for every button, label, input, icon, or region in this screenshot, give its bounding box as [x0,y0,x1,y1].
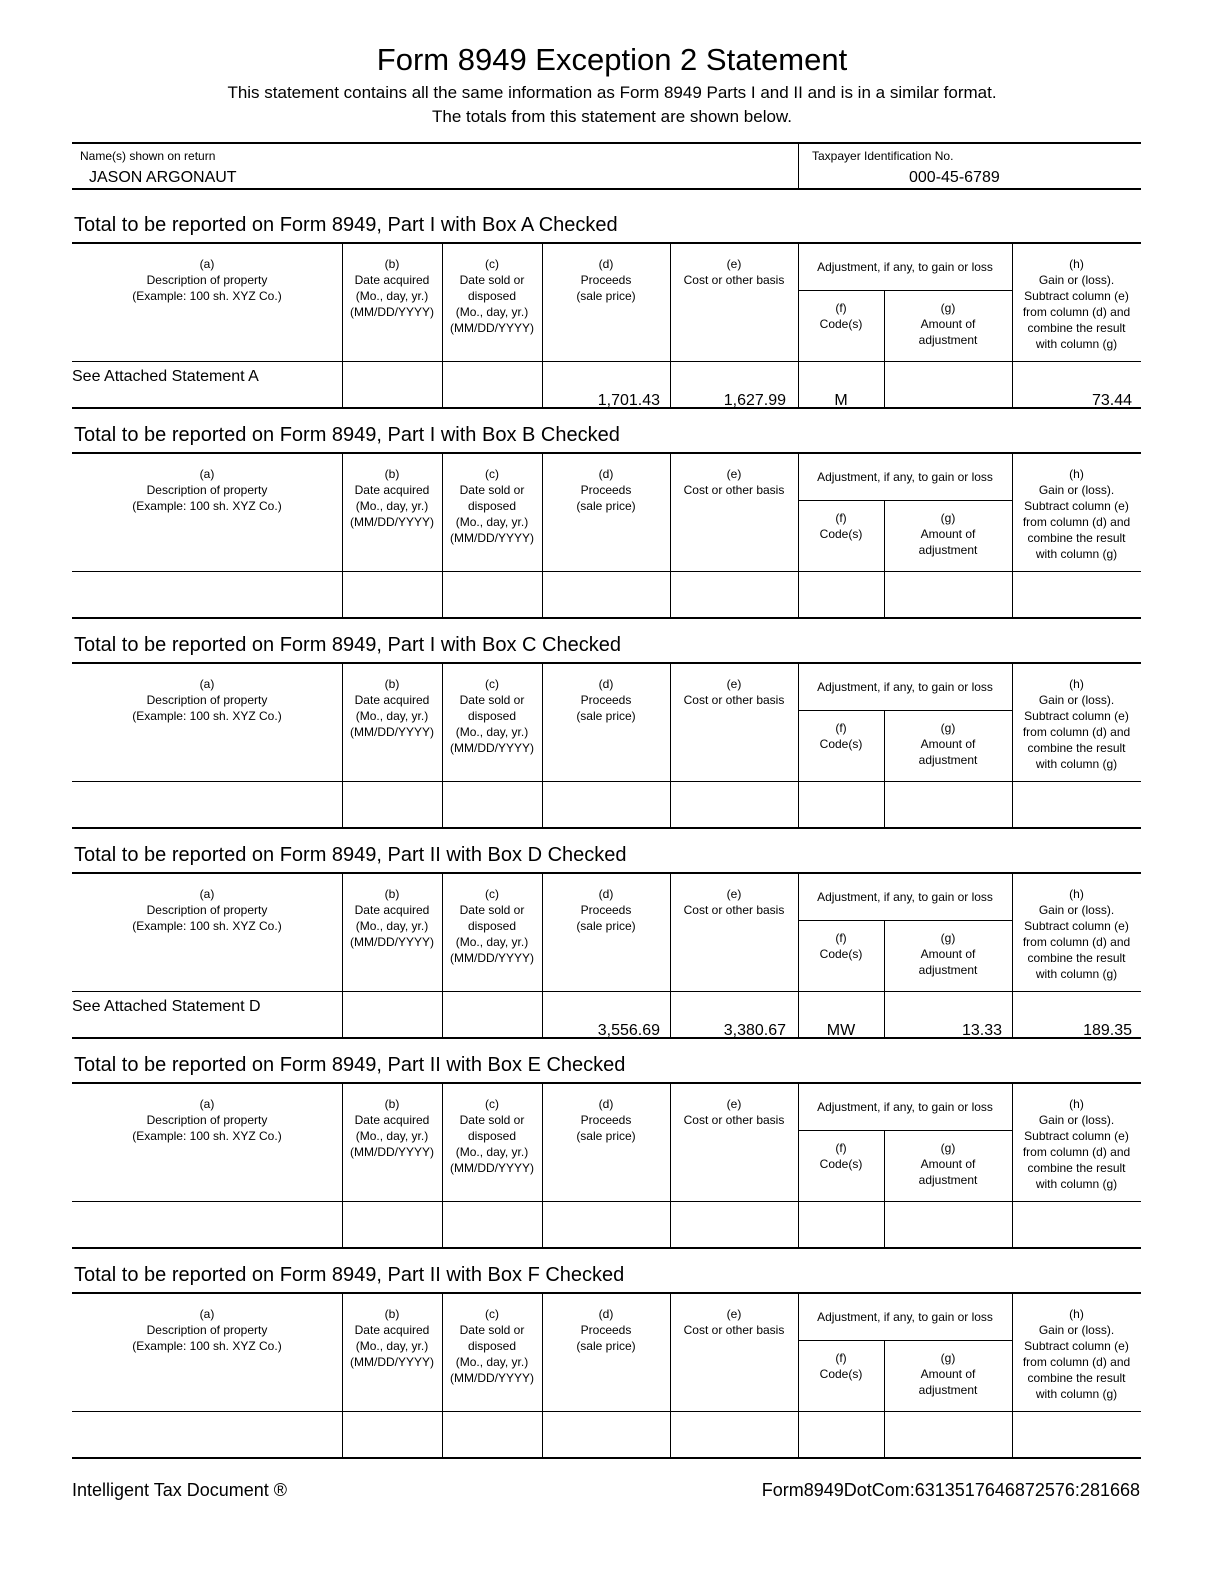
col-header-g-line: adjustment [918,963,978,977]
col-header-d [542,886,670,934]
col-header-e-line: (e) [726,1097,742,1111]
col-header-h-line: Gain or (loss). [1038,903,1115,917]
col-header-f-line: (f) [835,511,847,525]
name-label: Name(s) shown on return [80,149,216,163]
col-header-d-line: (d) [598,1097,614,1111]
col-header-h-line: from column (d) and [1022,1145,1131,1159]
row-adjustment-code: MW [826,1022,856,1039]
col-header-d-line: (sale price) [576,289,636,303]
col-header-g-line: Amount of [920,947,976,961]
col-header-d-line: Proceeds [580,273,632,287]
col-header-d-line: (d) [598,677,614,691]
col-header-a-line: (a) [199,257,215,271]
col-header-e-line: Cost or other basis [683,903,785,917]
col-header-c-line: (c) [485,1097,499,1111]
col-header-h [1012,886,1141,982]
col-header-a-line: (a) [199,1097,215,1111]
col-header-f-line: Code(s) [819,947,863,961]
col-header-adjustment: Adjustment, if any, to gain or loss [817,1310,993,1324]
col-header-a [72,466,342,514]
col-header-e-line: Cost or other basis [683,273,785,287]
col-header-a-line: Description of property [146,903,268,917]
col-header-b-line: (b) [384,467,400,481]
col-header-a [72,1306,342,1354]
col-header-h-line: (h) [1069,677,1084,691]
col-header-h-line: Subtract column (e) [1024,709,1129,723]
col-header-d [542,466,670,514]
col-header-d-line: (sale price) [576,499,636,513]
col-header-b-line: (b) [384,1307,400,1321]
col-header-a-line: (Example: 100 sh. XYZ Co.) [132,1129,282,1143]
col-header-adjustment: Adjustment, if any, to gain or loss [817,680,993,694]
col-header-g-line: adjustment [918,333,978,347]
col-header-a-line: (Example: 100 sh. XYZ Co.) [132,289,282,303]
col-header-b-line: (b) [384,677,400,691]
col-header-b [342,466,442,530]
page-title: Form 8949 Exception 2 Statement [376,42,848,77]
col-header-f-line: Code(s) [819,527,863,541]
col-header-g-line: (g) [940,931,956,945]
col-header-b-line: (MM/DD/YYYY) [350,515,434,529]
col-header-h [1012,1306,1141,1402]
col-header-c-line: (Mo., day, yr.) [455,725,529,739]
col-header-g [884,720,1012,768]
col-header-b-line: Date acquired [354,1323,430,1337]
col-header-g-line: (g) [940,1351,956,1365]
row-proceeds: 1,701.43 [597,392,660,409]
col-header-d [542,1306,670,1354]
col-header-c-line: (c) [485,677,499,691]
col-header-h-line: (h) [1069,1097,1084,1111]
col-header-c-line: (Mo., day, yr.) [455,305,529,319]
col-header-c [442,1306,542,1386]
col-header-c-line: (MM/DD/YYYY) [450,1371,534,1385]
col-header-h-line: with column (g) [1035,337,1118,351]
col-header-adjustment: Adjustment, if any, to gain or loss [817,470,993,484]
col-header-b-line: (Mo., day, yr.) [355,709,429,723]
section-title: Total to be reported on Form 8949, Part II with Box F Checked [74,1264,625,1286]
col-header-d-line: (d) [598,887,614,901]
col-header-g-line: Amount of [920,527,976,541]
col-header-b [342,886,442,950]
col-header-a-line: (a) [199,467,215,481]
row-gain-loss: 189.35 [1083,1022,1132,1039]
col-header-g-line: Amount of [920,317,976,331]
section-title: Total to be reported on Form 8949, Part I with Box B Checked [74,424,620,446]
col-header-a-line: (Example: 100 sh. XYZ Co.) [132,499,282,513]
col-header-h-line: with column (g) [1035,967,1118,981]
col-header-h-line: with column (g) [1035,547,1118,561]
row-description: See Attached Statement D [72,998,261,1015]
col-header-c-line: (c) [485,887,499,901]
form-section [72,214,1141,424]
col-header-c-line: (c) [485,467,499,481]
col-header-h-line: (h) [1069,257,1084,271]
section-table [72,1082,1141,1249]
col-header-d [542,1096,670,1144]
col-header-h-line: from column (d) and [1022,1355,1131,1369]
col-header-a-line: Description of property [146,1113,268,1127]
col-header-e-line: Cost or other basis [683,693,785,707]
row-description: See Attached Statement A [72,368,259,385]
col-header-h-line: combine the result [1027,741,1126,755]
col-header-g [884,510,1012,558]
col-header-adjustment: Adjustment, if any, to gain or loss [817,1100,993,1114]
col-header-h-line: Subtract column (e) [1024,1129,1129,1143]
col-header-f-line: Code(s) [819,1157,863,1171]
col-header-h-line: from column (d) and [1022,935,1131,949]
col-header-g-line: adjustment [918,753,978,767]
col-header-g-line: Amount of [920,737,976,751]
col-header-e-line: Cost or other basis [683,1113,785,1127]
col-header-c-line: disposed [467,709,517,723]
col-header-e [670,676,798,708]
col-header-f-line: (f) [835,1351,847,1365]
col-header-h-line: combine the result [1027,321,1126,335]
row-proceeds: 3,556.69 [597,1022,660,1039]
col-header-b [342,676,442,740]
col-header-d-line: Proceeds [580,483,632,497]
form-section [72,424,1141,634]
col-header-b-line: (MM/DD/YYYY) [350,305,434,319]
col-header-a-line: Description of property [146,693,268,707]
col-header-h-line: Subtract column (e) [1024,919,1129,933]
col-header-e [670,256,798,288]
col-header-b-line: (MM/DD/YYYY) [350,725,434,739]
row-cost-basis: 3,380.67 [723,1022,786,1039]
subtitle-line-1: This statement contains all the same information as Form 8949 Parts I and II and is in a similar format. [227,83,997,102]
col-header-f [798,1140,884,1172]
col-header-g-line: (g) [940,511,956,525]
col-header-c-line: disposed [467,1339,517,1353]
col-header-h-line: with column (g) [1035,757,1118,771]
col-header-b-line: (Mo., day, yr.) [355,289,429,303]
col-header-c-line: (c) [485,1307,499,1321]
col-header-g [884,930,1012,978]
col-header-c-line: Date sold or [459,1323,525,1337]
col-header-d-line: Proceeds [580,693,632,707]
col-header-f [798,720,884,752]
row-gain-loss: 73.44 [1091,392,1132,409]
col-header-h-line: from column (d) and [1022,305,1131,319]
col-header-c-line: (Mo., day, yr.) [455,515,529,529]
col-header-c [442,466,542,546]
col-header-c-line: Date sold or [459,273,525,287]
col-header-b-line: (b) [384,1097,400,1111]
col-header-e [670,886,798,918]
col-header-f-line: Code(s) [819,1367,863,1381]
col-header-c-line: Date sold or [459,693,525,707]
col-header-adjustment: Adjustment, if any, to gain or loss [817,260,993,274]
col-header-d-line: (d) [598,467,614,481]
taxpayer-info-box [72,142,1141,190]
col-header-b-line: Date acquired [354,1113,430,1127]
col-header-e-line: Cost or other basis [683,1323,785,1337]
col-header-a-line: (Example: 100 sh. XYZ Co.) [132,709,282,723]
col-header-h-line: Subtract column (e) [1024,1339,1129,1353]
col-header-g-line: Amount of [920,1157,976,1171]
col-header-c-line: (MM/DD/YYYY) [450,531,534,545]
col-header-adjustment: Adjustment, if any, to gain or loss [817,890,993,904]
col-header-c-line: Date sold or [459,1113,525,1127]
section-title: Total to be reported on Form 8949, Part II with Box D Checked [74,844,627,866]
footer-document-id: Form8949DotCom:6313517646872576:281668 [761,1480,1140,1500]
col-header-a [72,676,342,724]
col-header-b [342,1096,442,1160]
section-title: Total to be reported on Form 8949, Part II with Box E Checked [74,1054,626,1076]
col-header-g-line: (g) [940,721,956,735]
col-header-e-line: Cost or other basis [683,483,785,497]
section-table [72,662,1141,829]
col-header-a-line: (a) [199,1307,215,1321]
col-header-g-line: (g) [940,1141,956,1155]
form-section [72,634,1141,844]
col-header-d-line: (d) [598,1307,614,1321]
col-header-b-line: (Mo., day, yr.) [355,1129,429,1143]
col-header-b-line: Date acquired [354,273,430,287]
col-header-c-line: Date sold or [459,903,525,917]
row-adjustment-code: M [834,392,848,409]
col-header-h [1012,256,1141,352]
col-header-e [670,466,798,498]
col-header-c-line: (MM/DD/YYYY) [450,321,534,335]
taxpayer-tin: 000-45-6789 [909,169,1000,186]
col-header-c-line: (Mo., day, yr.) [455,1145,529,1159]
col-header-a [72,1096,342,1144]
col-header-e [670,1096,798,1128]
col-header-f [798,300,884,332]
col-header-a-line: (Example: 100 sh. XYZ Co.) [132,1339,282,1353]
col-header-h-line: Gain or (loss). [1038,693,1115,707]
col-header-d-line: (sale price) [576,1339,636,1353]
col-header-d-line: Proceeds [580,1113,632,1127]
col-header-c-line: (MM/DD/YYYY) [450,951,534,965]
footer-brand: Intelligent Tax Document ® [72,1480,288,1500]
col-header-c [442,256,542,336]
col-header-g [884,1140,1012,1188]
row-cost-basis: 1,627.99 [723,392,786,409]
col-header-f-line: (f) [835,721,847,735]
col-header-a-line: Description of property [146,1323,268,1337]
col-header-g-line: adjustment [918,1173,978,1187]
subtitle-line-2: The totals from this statement are shown below. [431,107,792,126]
col-header-b-line: (b) [384,887,400,901]
col-header-e-line: (e) [726,677,742,691]
col-header-c [442,1096,542,1176]
row-adjustment-amount: 13.33 [961,1022,1002,1039]
col-header-h-line: from column (d) and [1022,515,1131,529]
col-header-b-line: (Mo., day, yr.) [355,1339,429,1353]
section-title: Total to be reported on Form 8949, Part I with Box A Checked [74,214,618,236]
col-header-e-line: (e) [726,887,742,901]
col-header-d [542,256,670,304]
col-header-h-line: Subtract column (e) [1024,499,1129,513]
col-header-c-line: Date sold or [459,483,525,497]
col-header-g-line: (g) [940,301,956,315]
section-table [72,1292,1141,1459]
col-header-e-line: (e) [726,1307,742,1321]
col-header-g [884,1350,1012,1398]
col-header-h-line: with column (g) [1035,1177,1118,1191]
col-header-f-line: (f) [835,931,847,945]
col-header-d-line: (d) [598,257,614,271]
col-header-f [798,930,884,962]
col-header-f-line: Code(s) [819,737,863,751]
col-header-b-line: (Mo., day, yr.) [355,499,429,513]
col-header-h-line: with column (g) [1035,1387,1118,1401]
col-header-b-line: (Mo., day, yr.) [355,919,429,933]
col-header-b-line: Date acquired [354,903,430,917]
col-header-f-line: (f) [835,301,847,315]
col-header-c [442,676,542,756]
col-header-f [798,510,884,542]
col-header-c-line: (Mo., day, yr.) [455,1355,529,1369]
col-header-c-line: (MM/DD/YYYY) [450,1161,534,1175]
col-header-e-line: (e) [726,257,742,271]
col-header-f-line: (f) [835,1141,847,1155]
col-header-f [798,1350,884,1382]
col-header-b-line: (MM/DD/YYYY) [350,1145,434,1159]
section-title: Total to be reported on Form 8949, Part I with Box C Checked [74,634,621,656]
col-header-a-line: (Example: 100 sh. XYZ Co.) [132,919,282,933]
col-header-e [670,1306,798,1338]
col-header-g [884,300,1012,348]
form-section [72,1264,1141,1474]
section-table [72,242,1141,409]
col-header-h-line: from column (d) and [1022,725,1131,739]
col-header-c-line: (Mo., day, yr.) [455,935,529,949]
col-header-h-line: Gain or (loss). [1038,1323,1115,1337]
col-header-a [72,886,342,934]
col-header-h-line: combine the result [1027,1161,1126,1175]
section-table [72,452,1141,619]
taxpayer-name: JASON ARGONAUT [89,169,237,186]
col-header-a-line: (a) [199,677,215,691]
col-header-h-line: (h) [1069,887,1084,901]
col-header-a-line: Description of property [146,483,268,497]
col-header-c-line: disposed [467,919,517,933]
col-header-b-line: Date acquired [354,483,430,497]
col-header-h-line: combine the result [1027,1371,1126,1385]
col-header-h-line: Gain or (loss). [1038,273,1115,287]
col-header-b-line: (MM/DD/YYYY) [350,1355,434,1369]
col-header-h-line: (h) [1069,1307,1084,1321]
col-header-b [342,1306,442,1370]
col-header-b-line: (MM/DD/YYYY) [350,935,434,949]
col-header-a [72,256,342,304]
col-header-c-line: disposed [467,499,517,513]
col-header-c-line: (MM/DD/YYYY) [450,741,534,755]
section-table [72,872,1141,1039]
col-header-h-line: Gain or (loss). [1038,1113,1115,1127]
col-header-h-line: (h) [1069,467,1084,481]
col-header-d [542,676,670,724]
col-header-d-line: (sale price) [576,709,636,723]
col-header-g-line: adjustment [918,1383,978,1397]
col-header-d-line: Proceeds [580,903,632,917]
col-header-c-line: (c) [485,257,499,271]
col-header-e-line: (e) [726,467,742,481]
form-section [72,844,1141,1054]
col-header-h-line: combine the result [1027,951,1126,965]
form-section [72,1054,1141,1264]
col-header-d-line: (sale price) [576,1129,636,1143]
col-header-a-line: Description of property [146,273,268,287]
col-header-h [1012,1096,1141,1192]
col-header-a-line: (a) [199,887,215,901]
col-header-h [1012,466,1141,562]
col-header-g-line: Amount of [920,1367,976,1381]
col-header-b-line: Date acquired [354,693,430,707]
col-header-d-line: Proceeds [580,1323,632,1337]
col-header-f-line: Code(s) [819,317,863,331]
col-header-h-line: Gain or (loss). [1038,483,1115,497]
col-header-c [442,886,542,966]
col-header-h [1012,676,1141,772]
col-header-h-line: Subtract column (e) [1024,289,1129,303]
col-header-b [342,256,442,320]
col-header-c-line: disposed [467,1129,517,1143]
col-header-c-line: disposed [467,289,517,303]
col-header-d-line: (sale price) [576,919,636,933]
col-header-h-line: combine the result [1027,531,1126,545]
col-header-g-line: adjustment [918,543,978,557]
tin-label: Taxpayer Identification No. [812,149,954,163]
col-header-b-line: (b) [384,257,400,271]
